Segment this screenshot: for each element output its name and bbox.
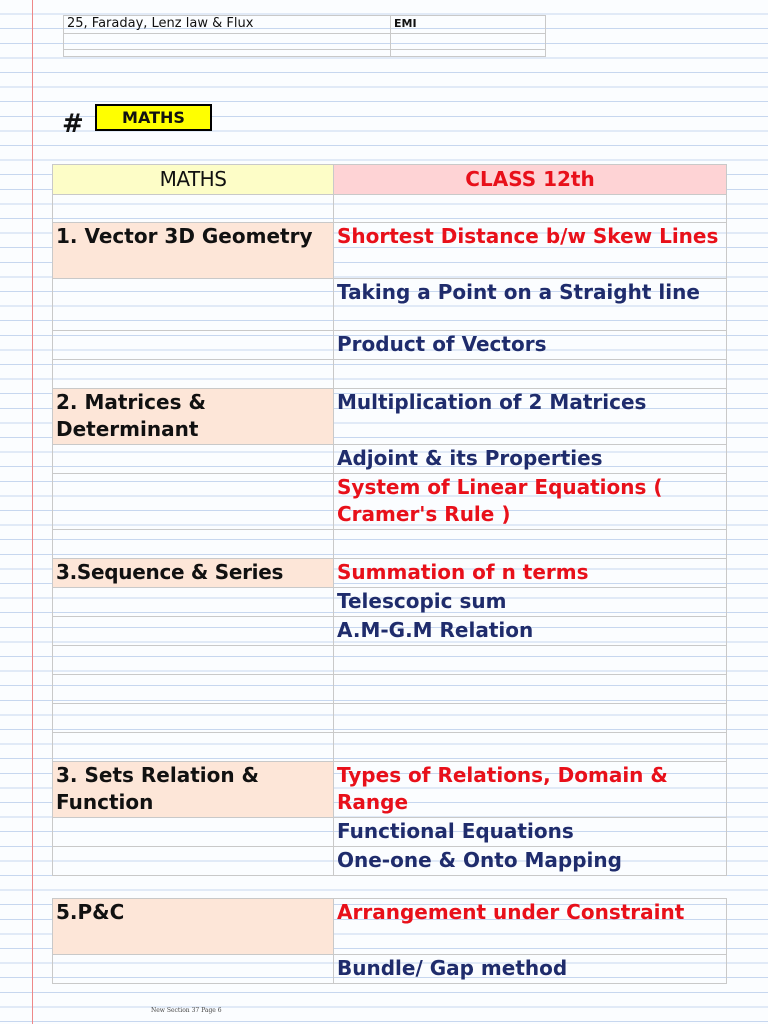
- empty-cell: [334, 530, 727, 559]
- empty-cell: [53, 704, 334, 733]
- empty-cell: [53, 646, 334, 675]
- subtopic-cell: Product of Vectors: [334, 331, 727, 360]
- empty-cell: [53, 617, 334, 646]
- empty-cell: [64, 34, 391, 50]
- table-row: [64, 34, 546, 50]
- table-row: [53, 646, 727, 675]
- table-row: [53, 617, 727, 646]
- empty-cell: [53, 279, 334, 331]
- table-row: [53, 445, 727, 474]
- physics-table: [63, 15, 546, 57]
- subtopic-cell: Multiplication of 2 Matrices: [334, 389, 727, 445]
- topic-cell: 1. Vector 3D Geometry: [53, 223, 334, 279]
- empty-cell: [53, 818, 334, 847]
- table-row: [53, 733, 727, 762]
- table-row: [53, 279, 727, 331]
- topic-cell: 3. Sets Relation & Function: [53, 762, 334, 818]
- table-row: [53, 762, 727, 818]
- empty-cell: [53, 733, 334, 762]
- physics-unit-cell: EMI: [391, 16, 546, 34]
- maths-section-badge: MATHS: [95, 104, 212, 131]
- table-header-row: [53, 165, 727, 195]
- topic-cell: 3.Sequence & Series: [53, 559, 334, 588]
- maths-table-pc: [52, 898, 727, 984]
- table-row: [53, 195, 727, 223]
- empty-cell: [53, 847, 334, 876]
- empty-cell: [334, 195, 727, 223]
- subtopic-cell: Summation of n terms: [334, 559, 727, 588]
- page-footer: New Section 37 Page 6: [151, 1007, 222, 1014]
- table-row: [53, 530, 727, 559]
- empty-cell: [64, 50, 391, 57]
- notebook-margin-line: [32, 0, 33, 1024]
- subtopic-cell: Arrangement under Constraint: [334, 899, 727, 955]
- subtopic-cell: A.M-G.M Relation: [334, 617, 727, 646]
- empty-cell: [53, 360, 334, 389]
- empty-cell: [391, 50, 546, 57]
- table-row: [53, 675, 727, 704]
- subtopic-cell: Taking a Point on a Straight line: [334, 279, 727, 331]
- table-row: [53, 704, 727, 733]
- empty-cell: [53, 195, 334, 223]
- empty-cell: [53, 530, 334, 559]
- table-row: [53, 331, 727, 360]
- table-row: [53, 899, 727, 955]
- subtopic-cell: Adjoint & its Properties: [334, 445, 727, 474]
- empty-cell: [334, 733, 727, 762]
- subtopic-cell: Types of Relations, Domain & Range: [334, 762, 727, 818]
- empty-cell: [53, 675, 334, 704]
- physics-topic-cell: 25, Faraday, Lenz law & Flux: [64, 16, 391, 34]
- table-row: [64, 50, 546, 57]
- table-row: [53, 474, 727, 530]
- header-class: CLASS 12th: [334, 165, 727, 195]
- empty-cell: [53, 955, 334, 984]
- empty-cell: [334, 360, 727, 389]
- empty-cell: [53, 588, 334, 617]
- maths-table: [52, 164, 727, 876]
- empty-cell: [334, 646, 727, 675]
- table-row: [53, 847, 727, 876]
- topic-cell: 5.P&C: [53, 899, 334, 955]
- subtopic-cell: Functional Equations: [334, 818, 727, 847]
- table-row: [53, 389, 727, 445]
- table-row: [53, 360, 727, 389]
- empty-cell: [53, 474, 334, 530]
- subtopic-cell: Bundle/ Gap method: [334, 955, 727, 984]
- subtopic-cell: One-one & Onto Mapping: [334, 847, 727, 876]
- empty-cell: [334, 704, 727, 733]
- subtopic-cell: Shortest Distance b/w Skew Lines: [334, 223, 727, 279]
- table-row: [53, 818, 727, 847]
- header-subject: MATHS: [53, 165, 334, 195]
- table-row: [53, 559, 727, 588]
- topic-cell: 2. Matrices & Determinant: [53, 389, 334, 445]
- subtopic-cell: System of Linear Equations ( Cramer's Rule ): [334, 474, 727, 530]
- hash-symbol: #: [62, 109, 84, 139]
- table-row: [53, 955, 727, 984]
- empty-cell: [53, 331, 334, 360]
- subtopic-cell: Telescopic sum: [334, 588, 727, 617]
- table-row: [53, 223, 727, 279]
- empty-cell: [53, 445, 334, 474]
- empty-cell: [334, 675, 727, 704]
- table-row: [53, 588, 727, 617]
- empty-cell: [391, 34, 546, 50]
- table-row: [64, 16, 546, 34]
